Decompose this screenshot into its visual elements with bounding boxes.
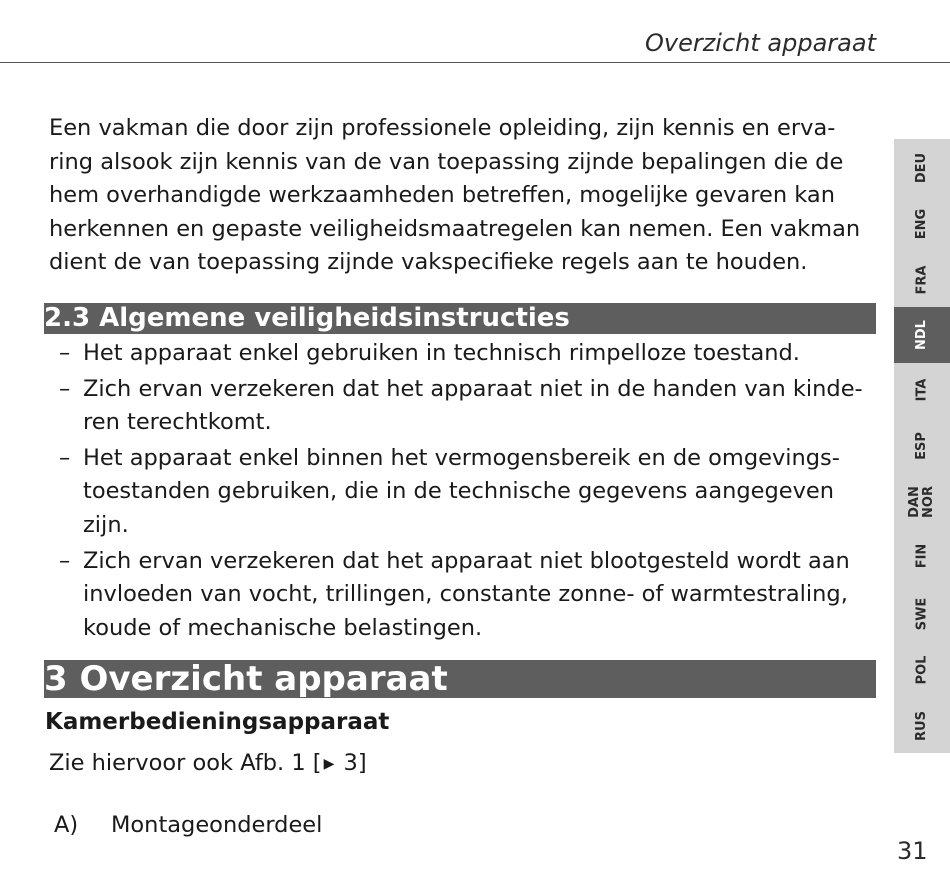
language-tab-ndl[interactable] <box>894 307 950 363</box>
intro-line: dient de van toepassing zijnde vakspecifieke regels aan te houden. <box>49 249 808 276</box>
list-item <box>59 373 879 440</box>
bullet-dash: – <box>59 340 71 366</box>
language-tab-fin[interactable] <box>894 531 950 581</box>
figure-reference-text: Zie hiervoor ook Afb. 1 [ <box>49 750 322 776</box>
language-tabs <box>894 139 950 753</box>
bullet-dash: – <box>59 375 71 402</box>
component-label: Montageonderdeel <box>111 812 323 838</box>
language-tab-ita[interactable] <box>894 365 950 415</box>
language-tab-label: ENG <box>914 208 929 240</box>
language-tab-label: SWE <box>914 597 929 631</box>
intro-line: herkennen en gepaste veiligheidsmaatregelen kan nemen. Een vakman <box>49 215 861 242</box>
language-tab-dan-nor[interactable] <box>894 477 950 527</box>
language-tab-label: DAN NOR <box>906 486 936 518</box>
list-item-line: Zich ervan verzekeren dat het apparaat niet in de handen van kinde- <box>83 375 863 402</box>
list-item <box>59 337 879 371</box>
list-item-line: koude of mechanische belastingen. <box>83 614 483 641</box>
page-number: 31 <box>897 837 928 865</box>
language-tab-eng[interactable] <box>894 199 950 249</box>
figure-reference-page: 3] <box>336 750 367 776</box>
component-letter: A) <box>54 812 79 838</box>
list-item-line: toestanden gebruiken, die in de technische gegevens aangegeven <box>83 478 835 505</box>
language-tab-esp[interactable] <box>894 421 950 471</box>
header-divider <box>0 62 950 63</box>
page-arrow-icon: ▶ <box>323 756 335 772</box>
list-item <box>59 442 879 543</box>
language-tab-deu[interactable] <box>894 143 950 193</box>
language-tab-pol[interactable] <box>894 645 950 695</box>
language-tab-label: DEU <box>913 152 929 184</box>
intro-paragraph <box>49 112 879 280</box>
list-item-line: Het apparaat enkel gebruiken in technisch rimpelloze toestand. <box>83 340 800 366</box>
language-tab-label: ITA <box>913 378 929 402</box>
language-tab-label: FRA <box>913 265 929 295</box>
language-tab-label: NDL <box>914 320 929 350</box>
bullet-dash: – <box>59 444 71 471</box>
section-heading-overview: 3 Overzicht apparaat <box>44 660 876 698</box>
list-item-line: Zich ervan verzekeren dat het apparaat niet blootgesteld wordt aan <box>83 547 850 574</box>
intro-line: Een vakman die door zijn professionele opleiding, zijn kennis en erva- <box>49 115 836 141</box>
list-item-line: zijn. <box>83 511 129 538</box>
language-tab-fra[interactable] <box>894 255 950 305</box>
list-item-line: invloeden van vocht, trillingen, constante zonne- of warmtestraling, <box>83 581 848 608</box>
intro-line: hem overhandigde werkzaamheden betreffen, mogelijke gevaren kan <box>49 182 835 209</box>
language-tab-label: POL <box>914 655 929 685</box>
bullet-dash: – <box>59 547 71 574</box>
language-tab-label: RUS <box>914 711 929 741</box>
intro-line: ring alsook zijn kennis van de van toepassing zijnde bepalingen die de <box>49 148 844 175</box>
component-item-a <box>54 812 322 838</box>
section-heading-safety: 2.3 Algemene veiligheidsinstructies <box>44 303 876 334</box>
language-tab-rus[interactable] <box>894 701 950 751</box>
list-item <box>59 545 879 646</box>
list-item-line: ren terechtkomt. <box>83 409 272 436</box>
figure-reference <box>49 750 367 776</box>
device-subheading: Kamerbedieningsapparaat <box>45 709 390 735</box>
language-tab-label: FIN <box>913 543 929 569</box>
language-tab-swe[interactable] <box>894 589 950 639</box>
list-item-line: Het apparaat enkel binnen het vermogensbereik en de omgevings- <box>83 444 840 471</box>
safety-instructions-list <box>59 337 879 647</box>
page-header-title: Overzicht apparaat <box>644 29 876 57</box>
language-tab-label: ESP <box>914 432 929 460</box>
